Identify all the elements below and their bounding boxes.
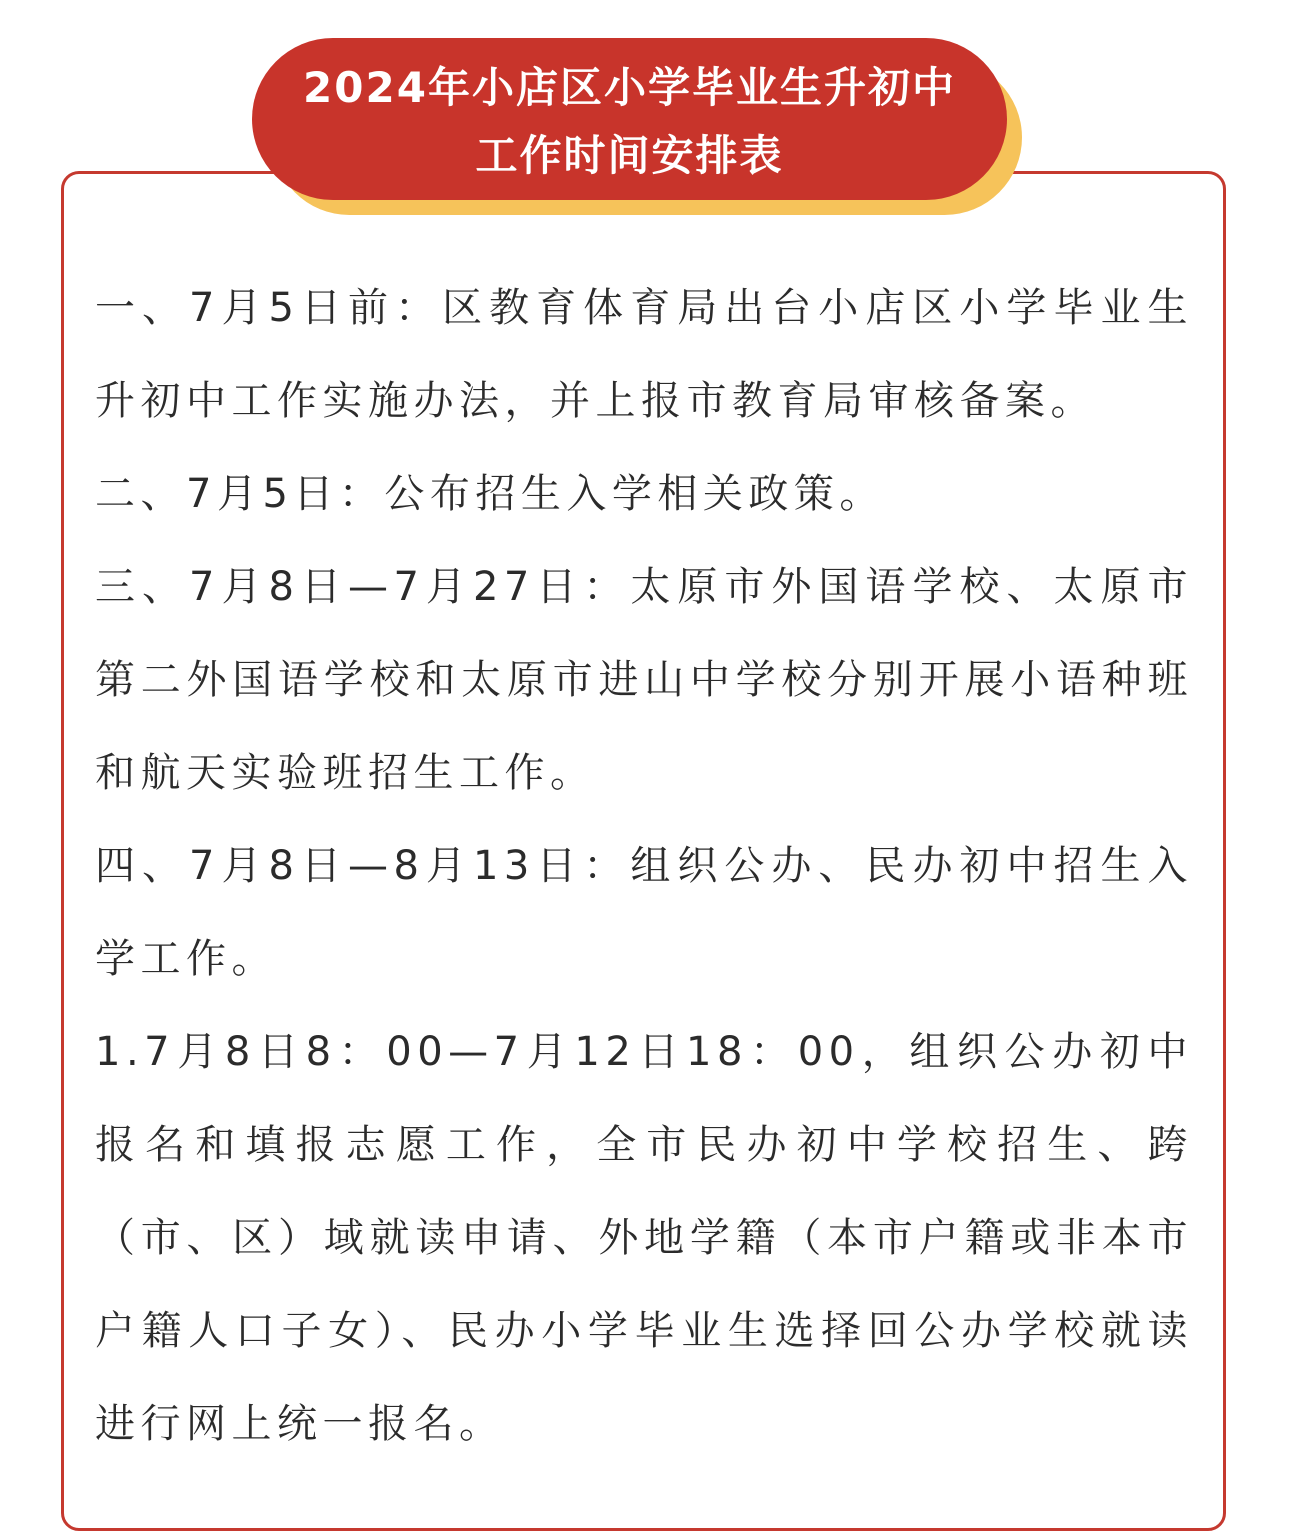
- title-line-1: 2024年小店区小学毕业生升初中: [303, 63, 956, 112]
- schedule-item-2: 二、7月5日：公布招生入学相关政策。: [95, 471, 885, 517]
- schedule-content: [95, 262, 1193, 1471]
- title-banner: [252, 38, 1007, 200]
- schedule-item-4-1: 1.7月8日8：00—7月12日18：00，组织公办初中报名和填报志愿工作，全市民办初中学校招生、跨（市、区）域就读申请、外地学籍（本市户籍或非本市户籍人口子女）、民办小学毕业生选择回公办学校就读进行网上统一报名。: [95, 1029, 1193, 1447]
- title-line-2: 工作时间安排表: [475, 131, 784, 180]
- schedule-item-3: 三、7月8日—7月27日：太原市外国语学校、太原市第二外国语学校和太原市进山中学校分别开展小语种班和航天实验班招生工作。: [95, 564, 1193, 796]
- schedule-item-1: 一、7月5日前：区教育体育局出台小店区小学毕业生升初中工作实施办法，并上报市教育局审核备案。: [95, 285, 1193, 424]
- schedule-item-4: 四、7月8日—8月13日：组织公办、民办初中招生入学工作。: [95, 843, 1193, 982]
